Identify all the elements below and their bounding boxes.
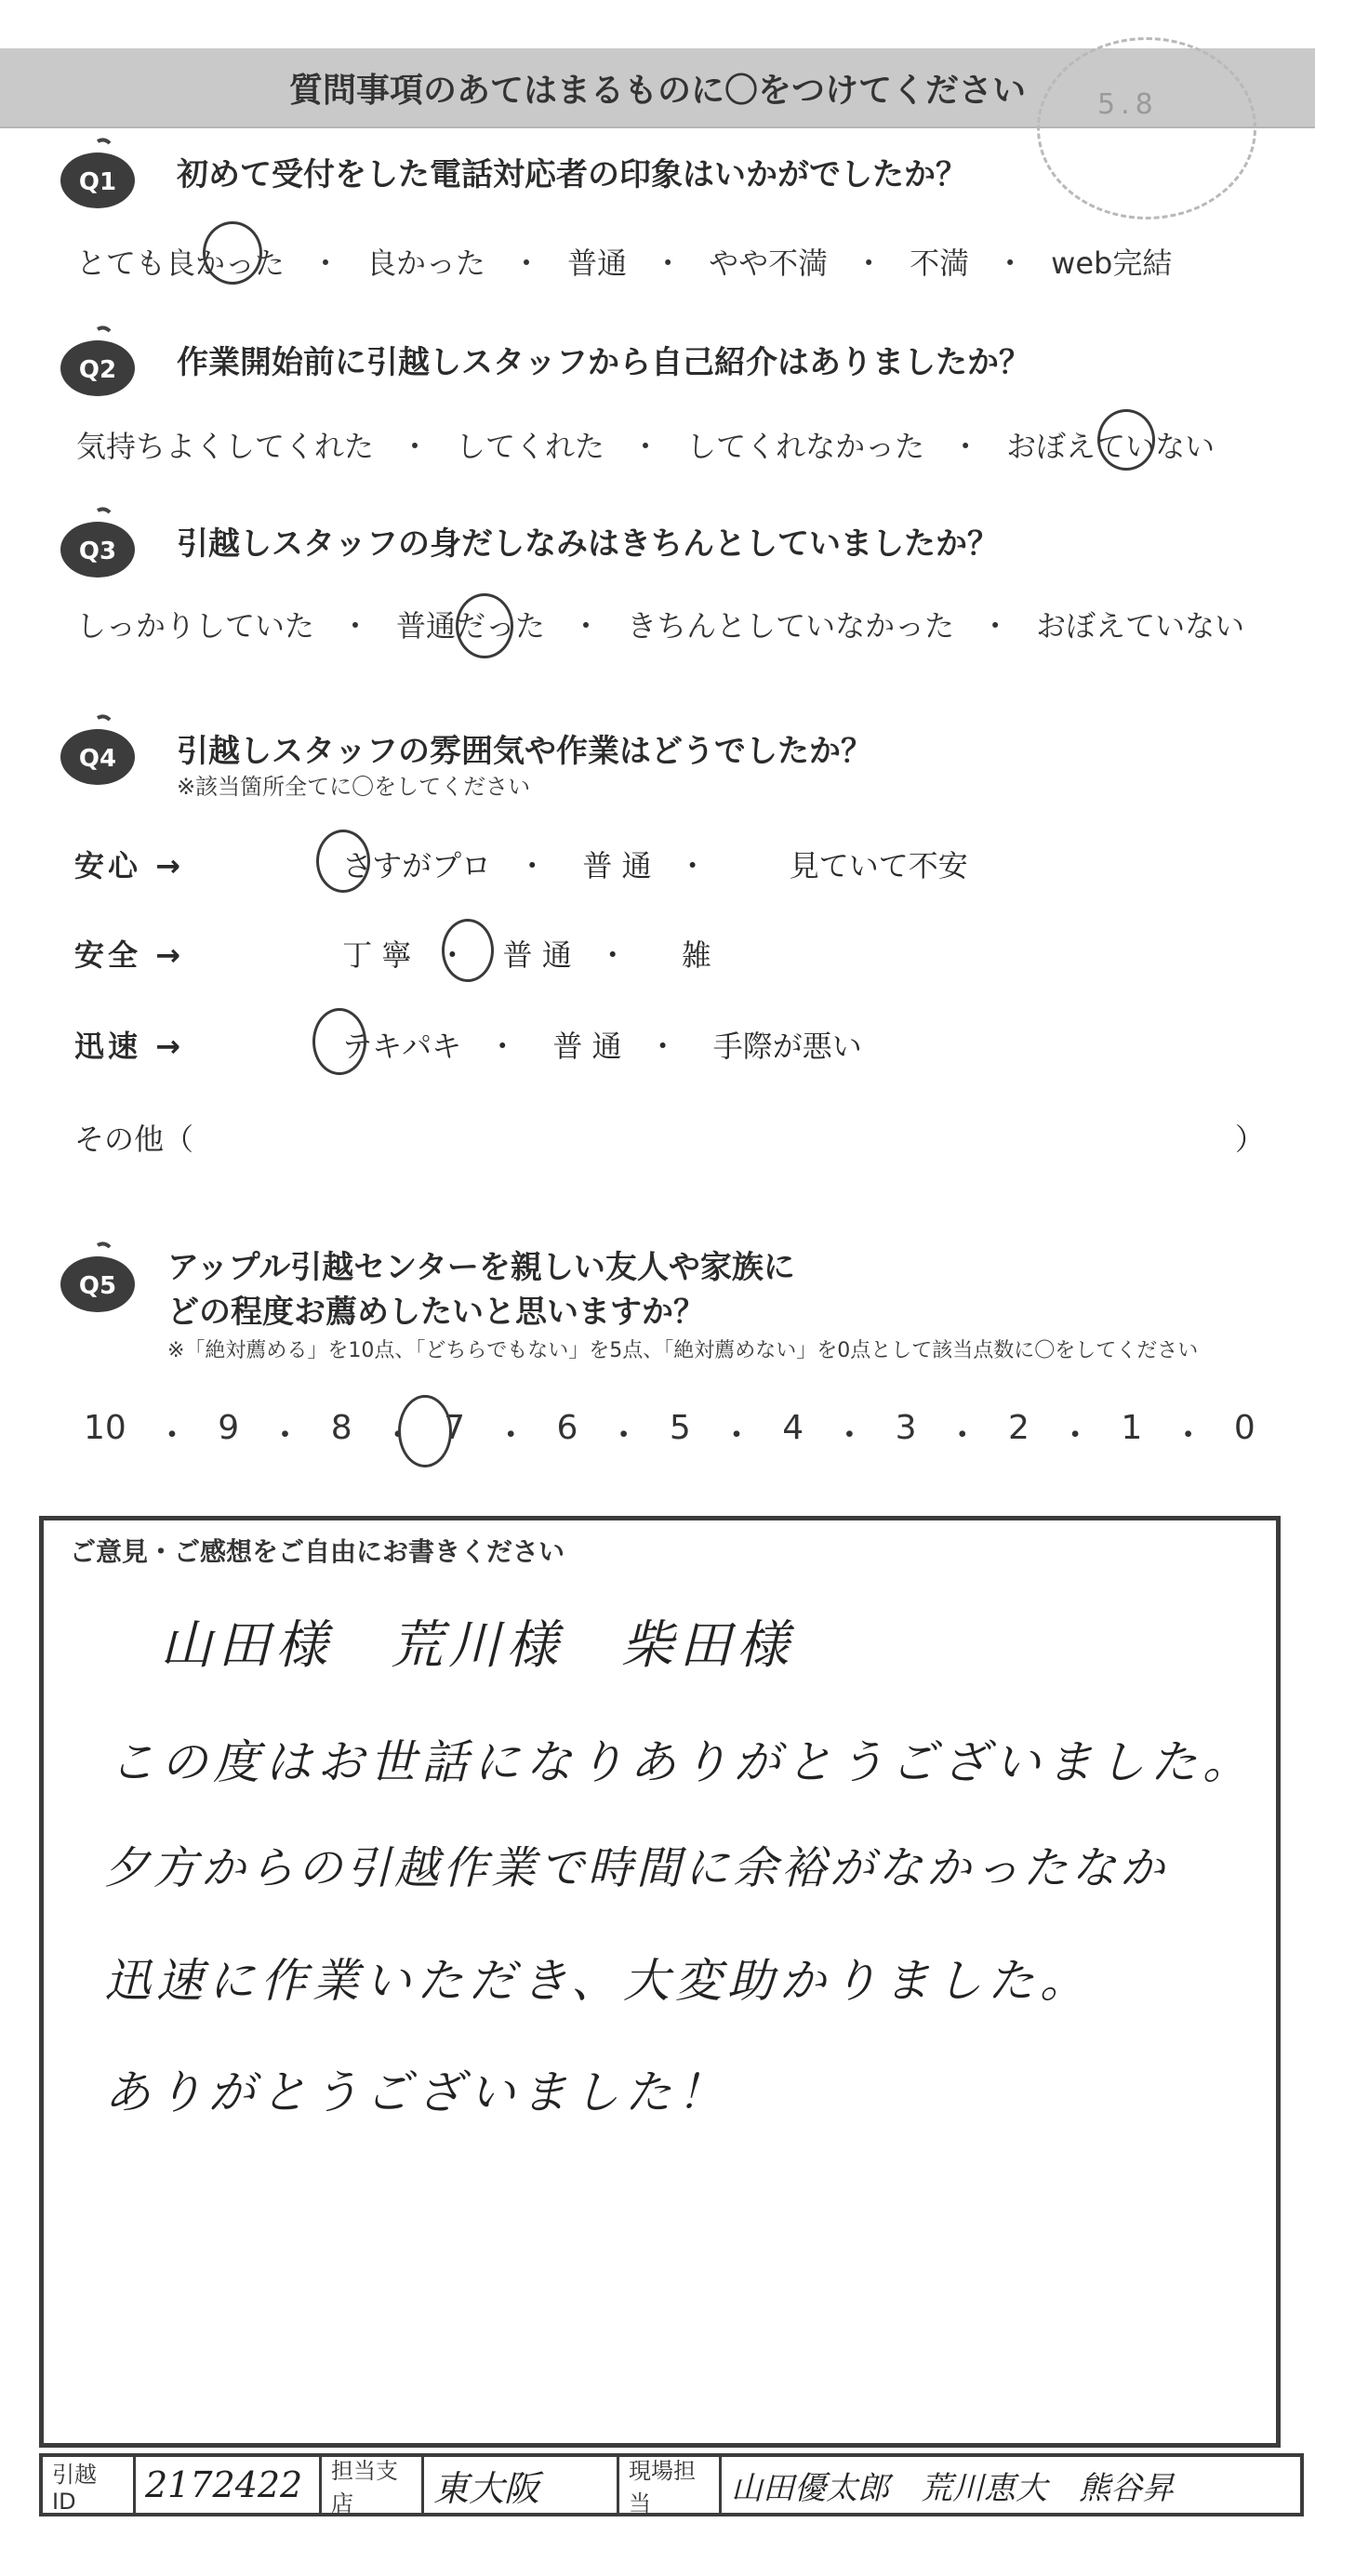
q4-option[interactable]: 普 通 bbox=[502, 937, 572, 973]
q2-option[interactable]: してくれた bbox=[456, 429, 605, 464]
handwritten-line: 迅速に作業いただき、大変助かりました。 bbox=[104, 1954, 1092, 2008]
q1-option[interactable]: やや不満 bbox=[709, 246, 829, 281]
q1-option[interactable]: とても良かった bbox=[76, 246, 286, 281]
staff-label: 現場担当 bbox=[619, 2457, 722, 2513]
score-option[interactable]: 2 bbox=[1008, 1409, 1030, 1447]
q4-option[interactable]: 普 通 bbox=[582, 848, 652, 883]
staff-value: 山田優太郎 荒川恵大 熊谷昇 bbox=[731, 2469, 1174, 2507]
q4-other-label: その他（ bbox=[74, 1122, 194, 1157]
q1-option[interactable]: 不満 bbox=[910, 246, 970, 281]
q4-note: ※該当箇所全てに〇をしてください bbox=[177, 774, 531, 800]
handwritten-line: 山田様 荒川様 柴田様 bbox=[160, 1615, 794, 1676]
footer-info-bar bbox=[39, 2453, 1304, 2516]
q2-option[interactable]: してくれなかった bbox=[686, 429, 925, 464]
q3-option[interactable]: きちんとしていなかった bbox=[627, 608, 955, 644]
q4-row-anzen: 安全 → 丁 寧 ・ 普 通 ・ 雑 bbox=[74, 932, 711, 975]
q2-question: 作業開始前に引越しスタッフから自己紹介はありましたか？ bbox=[177, 344, 1030, 381]
q5-selection-circle bbox=[398, 1395, 452, 1467]
score-option[interactable]: 0 bbox=[1233, 1409, 1255, 1447]
q3-option[interactable]: しっかりしていた bbox=[76, 608, 315, 644]
score-option[interactable]: 5 bbox=[669, 1409, 691, 1447]
q4-anzen-selection-circle bbox=[442, 919, 494, 982]
postmark-stamp bbox=[1037, 37, 1256, 219]
branch-label: 担当支店 bbox=[322, 2457, 424, 2513]
q3-badge: Q3 bbox=[78, 538, 117, 565]
q1-options: とても良かった ・ 良かった ・ 普通 ・ やや不満 ・ 不満 ・ web完結 bbox=[76, 240, 1172, 283]
q4-option[interactable]: 丁 寧 bbox=[342, 937, 412, 973]
handwritten-line: 夕方からの引越作業で時間に余裕がなかったなか bbox=[104, 1842, 1169, 1894]
q5-badge: Q5 bbox=[78, 1272, 117, 1300]
branch-value: 東大阪 bbox=[433, 2467, 540, 2509]
q3-selection-circle bbox=[456, 593, 513, 658]
score-option[interactable]: 1 bbox=[1121, 1409, 1143, 1447]
move-id-value: 2172422 bbox=[145, 2464, 303, 2505]
q5-question-line2: どの程度お薦めしたいと思いますか？ bbox=[167, 1294, 705, 1331]
comment-label: ご意見・ご感想をご自由にお書きください bbox=[70, 1536, 565, 1567]
apple-badge-icon bbox=[56, 1242, 139, 1316]
q4-option[interactable]: 雑 bbox=[681, 937, 711, 973]
q4-option[interactable]: 見ていて不安 bbox=[789, 848, 968, 883]
handwritten-line: この度はお世話になりありがとうございました。 bbox=[109, 1735, 1255, 1789]
apple-badge-icon bbox=[56, 714, 139, 789]
q4-other-row bbox=[74, 1116, 1265, 1159]
score-option[interactable]: 3 bbox=[895, 1409, 917, 1447]
score-option[interactable]: 4 bbox=[782, 1409, 804, 1447]
q1-option[interactable]: web完結 bbox=[1051, 246, 1173, 281]
q5-score-scale: 10 ・ 9 ・ 8 ・ 7 ・ 6 ・ 5 ・ 4 ・ 3 ・ 2 ・ 1 ・ 0 bbox=[84, 1409, 1255, 1454]
q2-badge: Q2 bbox=[78, 356, 117, 384]
apple-badge-icon bbox=[56, 507, 139, 581]
comment-box[interactable] bbox=[39, 1516, 1281, 2448]
move-id-label: 引越 ID bbox=[43, 2457, 136, 2513]
q1-option[interactable]: 良かった bbox=[366, 246, 486, 281]
q4-row-anshin: 安心 → さすがプロ ・ 普 通 ・ 見ていて不安 bbox=[74, 843, 968, 885]
q4-row-label: 迅速 → bbox=[74, 1029, 184, 1064]
apple-badge-icon bbox=[56, 138, 139, 212]
q5-note: ※「絶対薦める」を10点、「どちらでもない」を5点、「絶対薦めない」を0点として該当点数に〇をしてください bbox=[167, 1339, 1199, 1362]
q1-selection-circle bbox=[203, 221, 262, 285]
handwritten-line: ありがとうございました！ bbox=[104, 2065, 729, 2119]
score-option[interactable]: 10 bbox=[84, 1409, 126, 1447]
q2-option[interactable]: おぼえていない bbox=[1006, 429, 1216, 464]
score-option[interactable]: 8 bbox=[330, 1409, 352, 1447]
q2-selection-circle bbox=[1097, 409, 1155, 471]
score-option[interactable]: 9 bbox=[218, 1409, 240, 1447]
q2-options: 気持ちよくしてくれた ・ してくれた ・ してくれなかった ・ おぼえていない bbox=[76, 423, 1215, 466]
q3-question: 引越しスタッフの身だしなみはきちんとしていましたか？ bbox=[177, 525, 999, 563]
q1-option[interactable]: 普通 bbox=[567, 246, 628, 281]
q4-other-close: ） bbox=[1234, 1122, 1265, 1157]
postmark-date: 5.8 bbox=[1097, 88, 1159, 121]
q1-question: 初めて受付をした電話対応者の印象はいかがでしたか？ bbox=[177, 156, 967, 193]
q4-badge: Q4 bbox=[78, 745, 117, 773]
q3-options: しっかりしていた ・ 普通だった ・ きちんとしていなかった ・ おぼえていない bbox=[76, 603, 1244, 645]
instruction-banner: 質問事項のあてはまるものに〇をつけてください bbox=[0, 48, 1315, 128]
q4-question: 引越しスタッフの雰囲気や作業はどうでしたか？ bbox=[177, 733, 872, 770]
q3-option[interactable]: 普通だった bbox=[396, 608, 546, 644]
apple-badge-icon bbox=[56, 325, 139, 400]
q1-badge: Q1 bbox=[78, 168, 117, 196]
q4-row-label: 安全 → bbox=[74, 937, 184, 973]
q4-row-jinsoku: 迅速 → テキパキ ・ 普 通 ・ 手際が悪い bbox=[74, 1023, 862, 1066]
q4-row-label: 安心 → bbox=[74, 848, 184, 883]
score-option[interactable]: 6 bbox=[556, 1409, 578, 1447]
q4-option[interactable]: さすがプロ bbox=[342, 848, 492, 883]
q4-option[interactable]: 普 通 bbox=[552, 1029, 622, 1064]
q3-option[interactable]: おぼえていない bbox=[1036, 608, 1245, 644]
q4-anshin-selection-circle bbox=[316, 830, 370, 893]
q2-option[interactable]: 気持ちよくしてくれた bbox=[76, 429, 375, 464]
q4-option[interactable]: 手際が悪い bbox=[712, 1029, 862, 1064]
q4-jinsoku-selection-circle bbox=[312, 1008, 366, 1075]
q4-option[interactable]: テキパキ bbox=[342, 1029, 462, 1064]
q5-question-line1: アップル引越センターを親しい友人や家族に bbox=[167, 1249, 795, 1286]
score-option[interactable]: 7 bbox=[444, 1409, 465, 1447]
